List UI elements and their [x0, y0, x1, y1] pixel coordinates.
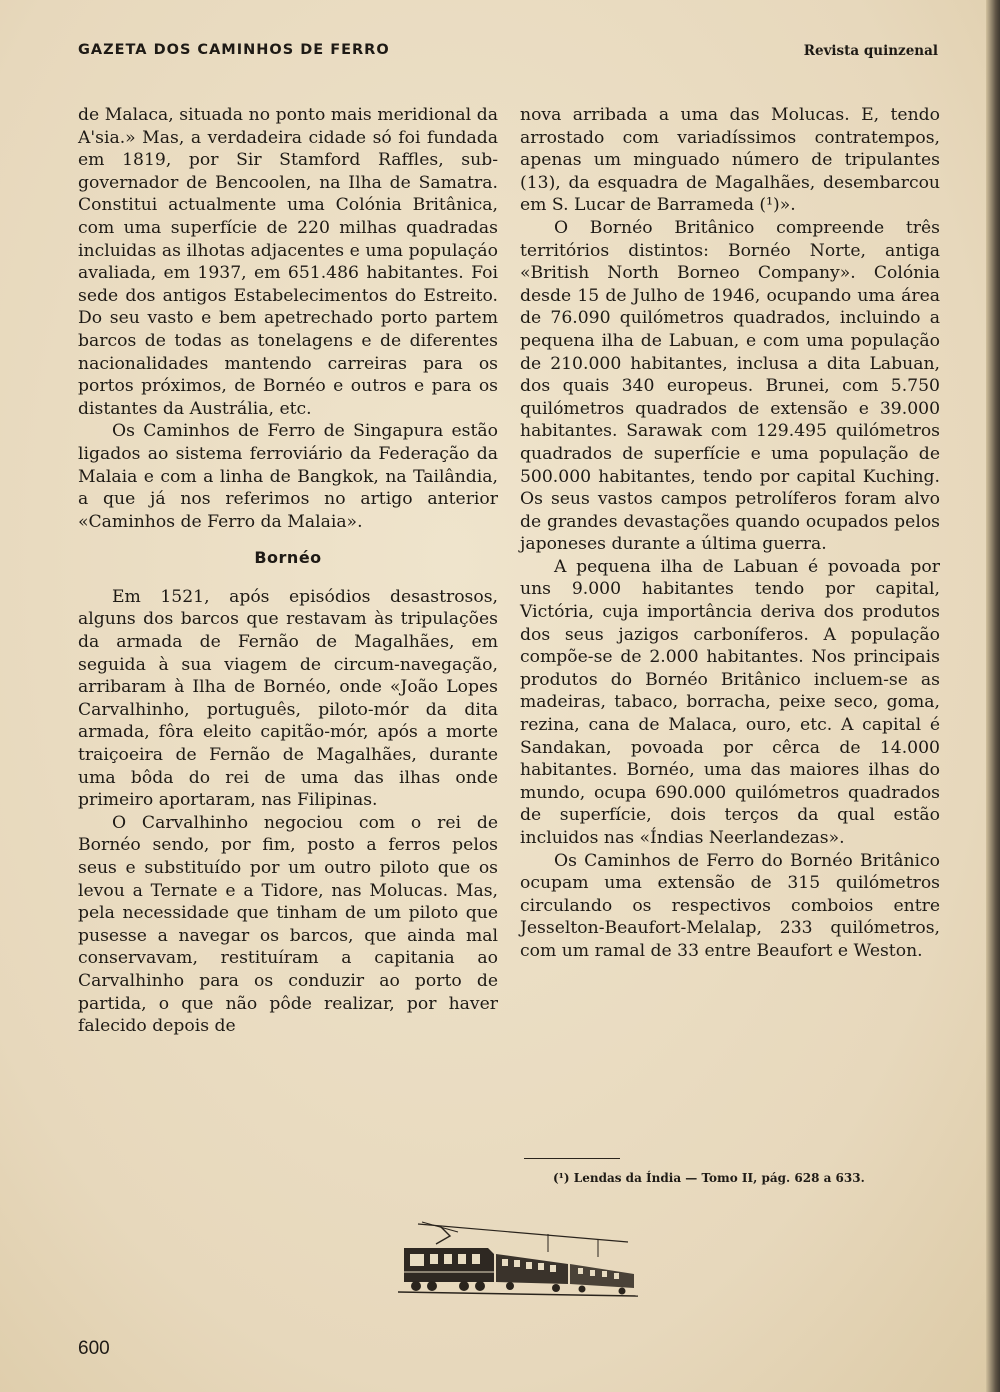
- paragraph: O Carvalhinho negociou com o rei de Bornéo sendo, por fim, posto a ferros pelos seus e substituído por um outro piloto que os levou a Ternate e a Tidore, nas Molucas. Mas, pela necessidade que tinham de um piloto que pusesse a navegar os barcos, que ainda mal conservavam, restituíram a capitania ao Carvalhinho para os conduzir ao porto de partida, o que não pôde realizar, por haver falecido depois de: [78, 812, 498, 1037]
- section-heading: Bornéo: [254, 548, 322, 568]
- left-column: [78, 104, 498, 1038]
- paragraph: Em 1521, após episódios desastrosos, alguns dos barcos que restavam às tripulações da armada de Fernão de Magalhães, em seguida à sua viagem de circum-navegação, arribaram à Ilha de Bornéo, onde «João Lopes Carvalhinho, português, piloto-mór da dita armada, fôra eleito capitão-mór, após a morte traiçoeira de Fernão de Magalhães, durante uma bôda do rei de uma das ilhas onde primeiro aportaram, nas Filipinas.: [78, 586, 498, 811]
- paragraph: de Malaca, situada no ponto mais meridional da A'sia.» Mas, a verdadeira cidade só foi fundada em 1819, por Sir Stamford Raffles, sub-governador de Bencoolen, na Ilha de Samatra. Constitui actualmente uma Colónia Britânica, com uma superfície de 220 milhas quadradas incluidas as ilhotas adjacentes e uma populaçáo avaliada, em 1937, em 651.486 habitantes. Foi sede dos antigos Estabelecimentos do Estreito. Do seu vasto e bem apetrechado porto partem barcos de todas as tonelagens e de diferentes nacionalidades mantendo carreiras para os portos próximos, de Bornéo e outros e para os distantes da Austrália, etc.: [78, 105, 498, 419]
- publication-frequency: Revista quinzenal: [803, 43, 938, 59]
- paragraph: nova arribada a uma das Molucas. E, tendo arrostado com variadíssimos contratempos, apenas um minguado número de tripulantes (13), da esquadra de Magalhães, desembarcou em S. Lucar de Barrameda (¹)».: [520, 105, 940, 216]
- paragraph: O Bornéo Britânico compreende três territórios distintos: Bornéo Norte, antiga «British North Borneo Company». Colónia desde 15 de Julho de 1946, ocupando uma área de 76.090 quilómetros quadrados, incluindo a pequena ilha de Labuan, e com uma população de 210.000 habitantes, inclusa a dita Labuan, dos quais 340 europeus. Brunei, com 5.750 quilómetros quadrados de extensão e 39.000 habitantes. Sarawak com 129.495 quilómetros quadrados de superfície e uma população de 500.000 habitantes, tendo por capital Kuching. Os seus vastos campos petrolíferos foram alvo de grandes devastações quando ocupados pelos japoneses durante a última guerra.: [520, 217, 940, 555]
- publication-title: GAZETA DOS CAMINHOS DE FERRO: [78, 42, 390, 58]
- paragraph: Os Caminhos de Ferro do Bornéo Britânico ocupam uma extensão de 315 quilómetros circulando os respectivos comboios entre Jesselton-Beaufort-Melalap, 233 quilómetros, com um ramal de 33 entre Beaufort e Weston.: [520, 850, 940, 961]
- train-icon: [398, 1212, 638, 1298]
- footnote: (¹) Lendas da Índia — Tomo II, pág. 628 a 633.: [553, 1171, 865, 1185]
- page-number: 600: [78, 1338, 110, 1359]
- footnote-rule: [524, 1158, 620, 1159]
- paragraph: A pequena ilha de Labuan é povoada por uns 9.000 habitantes tendo por capital, Victória, cuja importância deriva dos produtos dos seus jazigos carboníferos. A população compõe-se de 2.000 habitantes. Nos principais produtos do Bornéo Britânico incluem-se as madeiras, tabaco, borracha, peixe seco, goma, rezina, cana de Malaca, ouro, etc. A capital é Sandakan, povoada por cêrca de 14.000 habitantes. Bornéo, uma das maiores ilhas do mundo, ocupa 690.000 quilómetros quadrados de superfície, dois terços da qual estão incluidos nas «Índias Neerlandezas».: [520, 556, 940, 848]
- paragraph: Os Caminhos de Ferro de Singapura estão ligados ao sistema ferroviário da Federação da Malaia e com a linha de Bangkok, na Tailândia, a que já nos referimos no artigo anterior «Caminhos de Ferro da Malaia».: [78, 421, 498, 532]
- page-edge-shadow: [986, 0, 1000, 1392]
- right-column: [520, 104, 940, 963]
- running-header: [78, 40, 938, 70]
